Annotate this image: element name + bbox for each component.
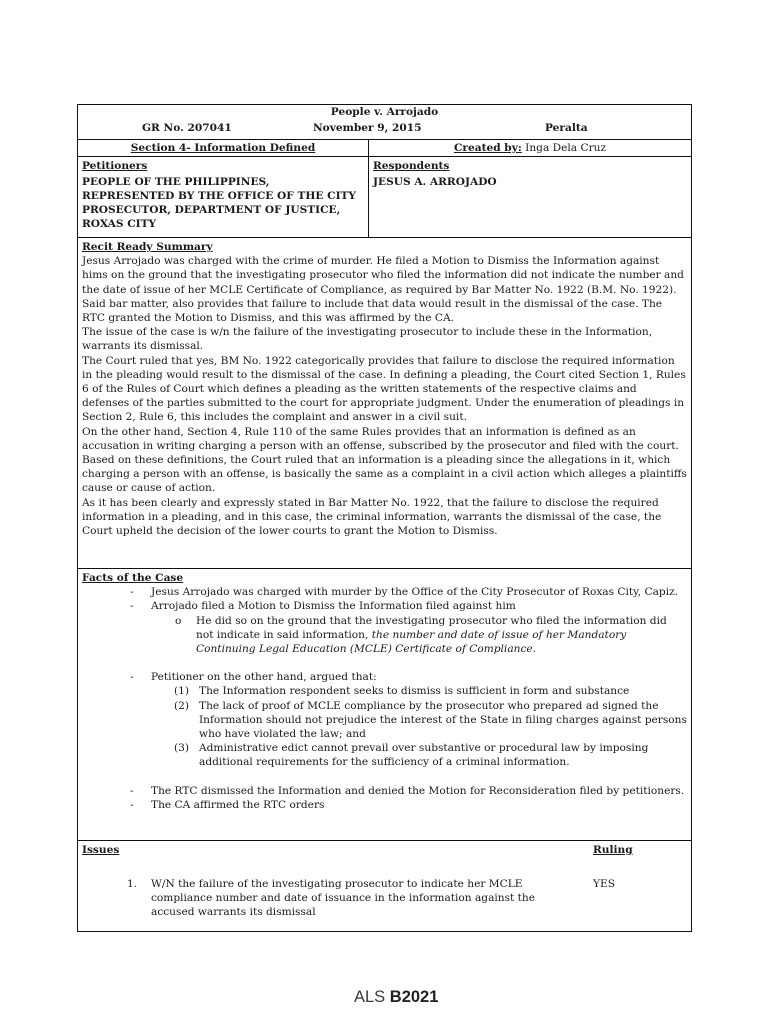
argument-number: (2) xyxy=(174,699,190,712)
ruling-heading: Ruling xyxy=(593,844,633,856)
section-row xyxy=(78,140,691,157)
summary-heading: Recit Ready Summary xyxy=(82,241,213,253)
facts-item-text: Jesus Arrojado was charged with murder by the Office of the City Prosecutor of Roxas City, Capiz. xyxy=(151,586,679,599)
footer-prefix: ALS xyxy=(354,988,386,1006)
dash-bullet: - xyxy=(130,600,134,613)
argument-item xyxy=(82,684,687,698)
facts-item-text: Arrojado filed a Motion to Dismiss the Information filed against him xyxy=(151,600,516,613)
petitioners-names: PEOPLE OF THE PHILIPPINES, REPRESENTED BY THE OFFICE OF THE CITY PROSECUTOR, DEPARTMENT OF JUSTICE, ROXAS CITY xyxy=(82,176,356,231)
issue-item xyxy=(127,877,567,920)
footer-code: B2021 xyxy=(389,988,439,1006)
facts-item-text: Petitioner on the other hand, argued that: xyxy=(151,671,377,684)
facts-of-the-case xyxy=(78,569,691,841)
issues-heading: Issues xyxy=(82,844,120,856)
petitioners-cell xyxy=(78,157,369,237)
issue-text: W/N the failure of the investigating prosecutor to indicate her MCLE compliance number and date of issuance in the information against the accused warrants its dismissal xyxy=(151,878,536,919)
respondents-names: JESUS A. ARROJADO xyxy=(373,176,497,189)
dash-bullet: - xyxy=(130,784,134,797)
facts-list-item xyxy=(82,599,687,613)
argument-item xyxy=(82,741,687,769)
facts-sub-item xyxy=(82,614,687,657)
facts-list-item xyxy=(82,585,687,599)
dash-bullet: - xyxy=(130,586,134,599)
dash-bullet: - xyxy=(130,798,134,811)
created-by-label: Created by: xyxy=(453,142,522,154)
gr-number: GR No. 207041 xyxy=(142,122,232,134)
summary-paragraph: The Court ruled that yes, BM No. 1922 categorically provides that failure to disclose the required information in the pleading would result to the dismissal of the case. In defining a pleading, the Court cited Section 1, Rules 6 of the Rules of Court which defines a pleading as the written statements of the respective claims and defenses of the parties submitted to the court for appropriate judgment. Under the enumeration of pleadings in Section 2, Rule 6, this includes the complaint and answer in a civil suit. xyxy=(82,354,686,424)
facts-list-item xyxy=(82,670,687,684)
summary-paragraph: On the other hand, Section 4, Rule 110 of the same Rules provides that an information is defined as an accusation in writing charging a person with an offense, subscribed by the prosecutor and filed with the court. Based on these definitions, the Court ruled that an information is a pleading since the allegations in it, which charging a person with an offense, is basically the same as a complaint in a civil action which alleges a plaintiffs cause or cause of action. xyxy=(82,425,687,495)
argument-text: The lack of proof of MCLE compliance by the prosecutor who prepared ad signed the Information should not prejudice the interest of the State in filing charges against persons who have violated the law; and xyxy=(199,699,687,741)
argument-item xyxy=(82,699,687,742)
issue-number: 1. xyxy=(127,878,138,890)
argument-number: (1) xyxy=(174,685,190,698)
argument-number: (3) xyxy=(174,742,190,755)
parties-row xyxy=(78,157,691,238)
facts-sub-text: He did so on the ground that the investigating prosecutor who filed the information did not indicate in said information, xyxy=(196,614,667,641)
argument-text: Administrative edict cannot prevail over substantive or procedural law by imposing additional requirements for the sufficiency of a criminal information. xyxy=(199,742,649,769)
created-by-name: Inga Dela Cruz xyxy=(525,142,607,154)
summary-paragraph: The issue of the case is w/n the failure of the investigating prosecutor to include these in the Information, warrants its dismissal. xyxy=(82,326,653,353)
issues-section xyxy=(78,841,691,931)
circle-bullet: o xyxy=(175,614,182,627)
summary-paragraph: As it has been clearly and expressly stated in Bar Matter No. 1922, that the failure to disclose the required information in a pleading, and in this case, the criminal information, warrants the dismissal of the case, the Court upheld the decision of the lower courts to grant the Motion to Dismiss. xyxy=(82,496,662,538)
petitioners-heading: Petitioners xyxy=(82,160,148,172)
ponente: Peralta xyxy=(545,122,588,134)
dash-bullet: - xyxy=(130,671,134,684)
section-label: Section 4- Information Defined xyxy=(78,140,369,156)
header-block xyxy=(78,105,691,140)
respondents-cell xyxy=(369,157,691,237)
facts-list-item xyxy=(82,784,687,798)
argument-text: The Information respondent seeks to dismiss is sufficient in form and substance xyxy=(199,685,630,698)
facts-sub-italic: the number and date of issue of her Mandatory Continuing Legal Education (MCLE) Certificate of Compliance. xyxy=(196,628,627,656)
respondents-heading: Respondents xyxy=(373,160,450,172)
case-digest-table xyxy=(77,104,692,932)
case-meta xyxy=(78,119,691,139)
facts-heading: Facts of the Case xyxy=(82,572,184,584)
facts-list-item xyxy=(82,798,687,812)
facts-item-text: The RTC dismissed the Information and denied the Motion for Reconsideration filed by petitioners. xyxy=(151,784,685,797)
ruling-answer: YES xyxy=(593,878,615,890)
created-by xyxy=(369,140,691,156)
footer-watermark xyxy=(354,990,438,1004)
summary-paragraph: Jesus Arrojado was charged with the crime of murder. He filed a Motion to Dismiss the Information against hims on the ground that the investigating prosecutor who filed the information did not indicate the number and the date of issue of her MCLE Certificate of Compliance, as required by Bar Matter No. 1922 (B.M. No. 1922). Said bar matter, also provides that failure to include that data would result in the dismissal of the case. The RTC granted the Motion to Dismiss, and this was affirmed by the CA. xyxy=(82,255,684,325)
facts-item-text: The CA affirmed the RTC orders xyxy=(151,798,325,811)
recit-summary xyxy=(78,238,691,569)
case-title: People v. Arrojado xyxy=(330,106,439,118)
decision-date: November 9, 2015 xyxy=(313,122,422,134)
